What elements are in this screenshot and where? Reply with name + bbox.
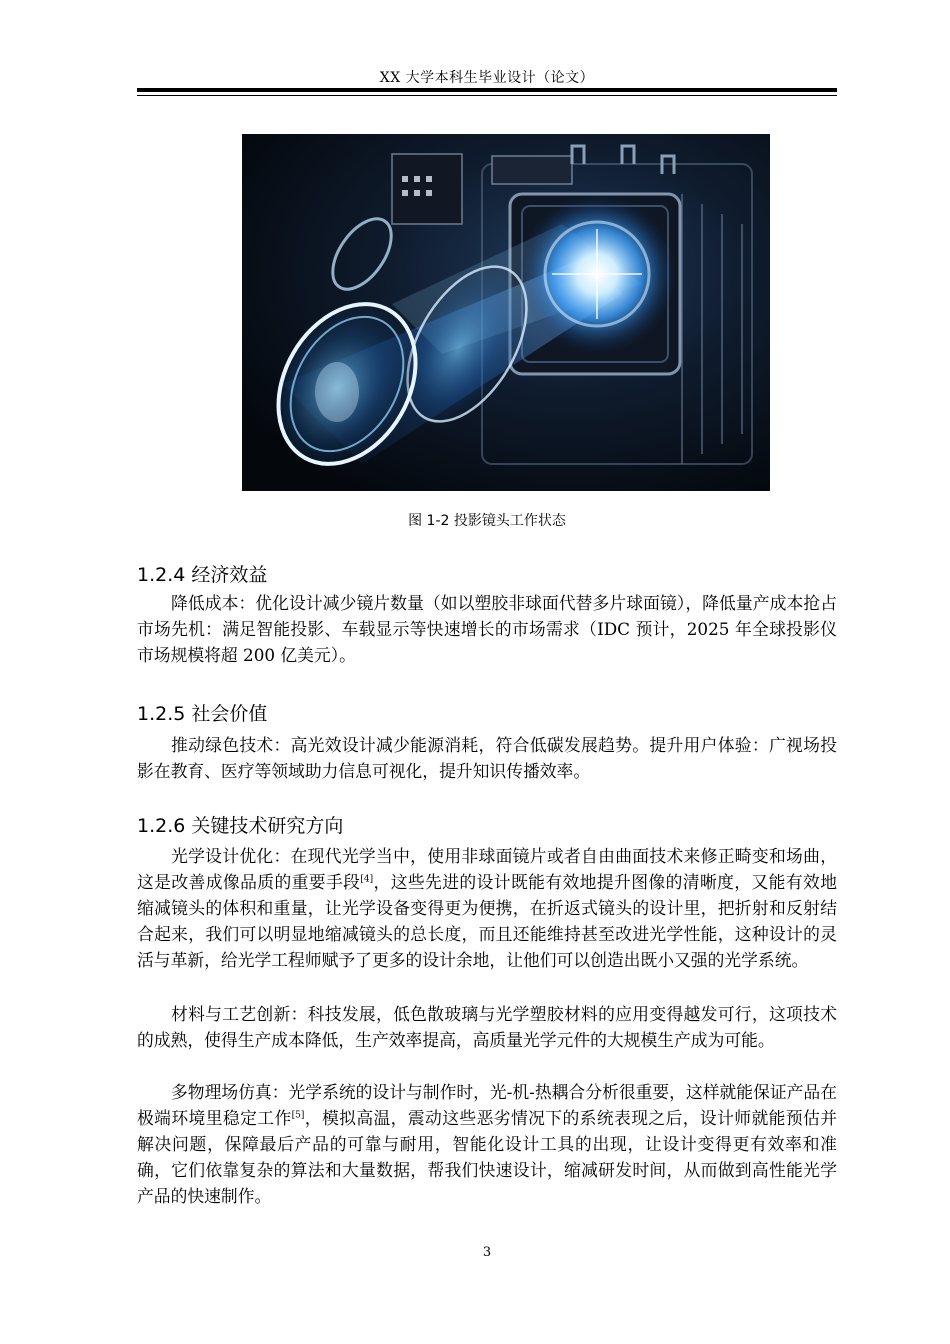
header-rule-thin xyxy=(137,95,837,96)
figure-caption: 图 1-2 投影镜头工作状态 xyxy=(408,513,566,529)
paragraph-text: ，模拟高温，震动这些恶劣情况下的系统表现之后，设计师就能预估并解决问题，保障最后产品的可靠与耐用，智能化设计工具的出现，让设计变得更有效率和准确，它们依靠复杂的算法和大量数据，帮我们快速设计，缩减研发时间，从而做到高性能光学产品的快速制作。 xyxy=(137,1108,837,1206)
projector-lens-photo xyxy=(242,134,770,491)
page-header: XX 大学本科生毕业设计（论文） xyxy=(379,70,595,86)
paragraph-multiphysics xyxy=(137,1079,837,1209)
paragraph-text: 多物理场仿真：光学系统的设计与制作时，光-机-热耦合分析很重要，这样就能保证产品在极端环境里稳定工作 xyxy=(137,1082,837,1128)
header-rule-thick xyxy=(137,88,837,92)
section-heading-economic: 1.2.4 经济效益 xyxy=(137,564,268,586)
paragraph-text: ，这些先进的设计既能有效地提升图像的清晰度，又能有效地缩减镜头的体积和重量，让光学设备变得更为便携，在折返式镜头的设计里，把折射和反射结合起来，我们可以明显地缩减镜头的总长度，而且还能维持甚至改进光学性能，这种设计的灵活与革新，给光学工程师赋予了更多的设计余地，让他们可以创造出既小又强的光学系统。 xyxy=(137,872,837,970)
paragraph-materials: 材料与工艺创新：科技发展，低色散玻璃与光学塑胶材料的应用变得越发可行，这项技术的成熟，使得生产成本降低，生产效率提高，高质量光学元件的大规模生产成为可能。 xyxy=(137,1004,837,1050)
page-number: 3 xyxy=(482,1245,492,1260)
paragraph-economic: 降低成本：优化设计减少镜片数量（如以塑胶非球面代替多片球面镜），降低量产成本抢占市场先机：满足智能投影、车载显示等快速增长的市场需求（IDC 预计，2025 年全球投影仪市场规模将超 200 亿美元）。 xyxy=(137,593,837,665)
citation-ref: [5] xyxy=(291,1110,305,1121)
paragraph-optical-design xyxy=(137,843,837,973)
section-heading-social: 1.2.5 社会价值 xyxy=(137,703,268,725)
paragraph-social: 推动绿色技术：高光效设计减少能源消耗，符合低碳发展趋势。提升用户体验：广视场投影在教育、医疗等领域助力信息可视化，提升知识传播效率。 xyxy=(137,735,837,781)
citation-ref: [4] xyxy=(360,874,374,885)
section-heading-key-tech: 1.2.6 关键技术研究方向 xyxy=(137,815,344,837)
paragraph-text: 光学设计优化：在现代光学当中，使用非球面镜片或者自由曲面技术来修正畸变和场曲，这是改善成像品质的重要手段 xyxy=(137,846,837,892)
